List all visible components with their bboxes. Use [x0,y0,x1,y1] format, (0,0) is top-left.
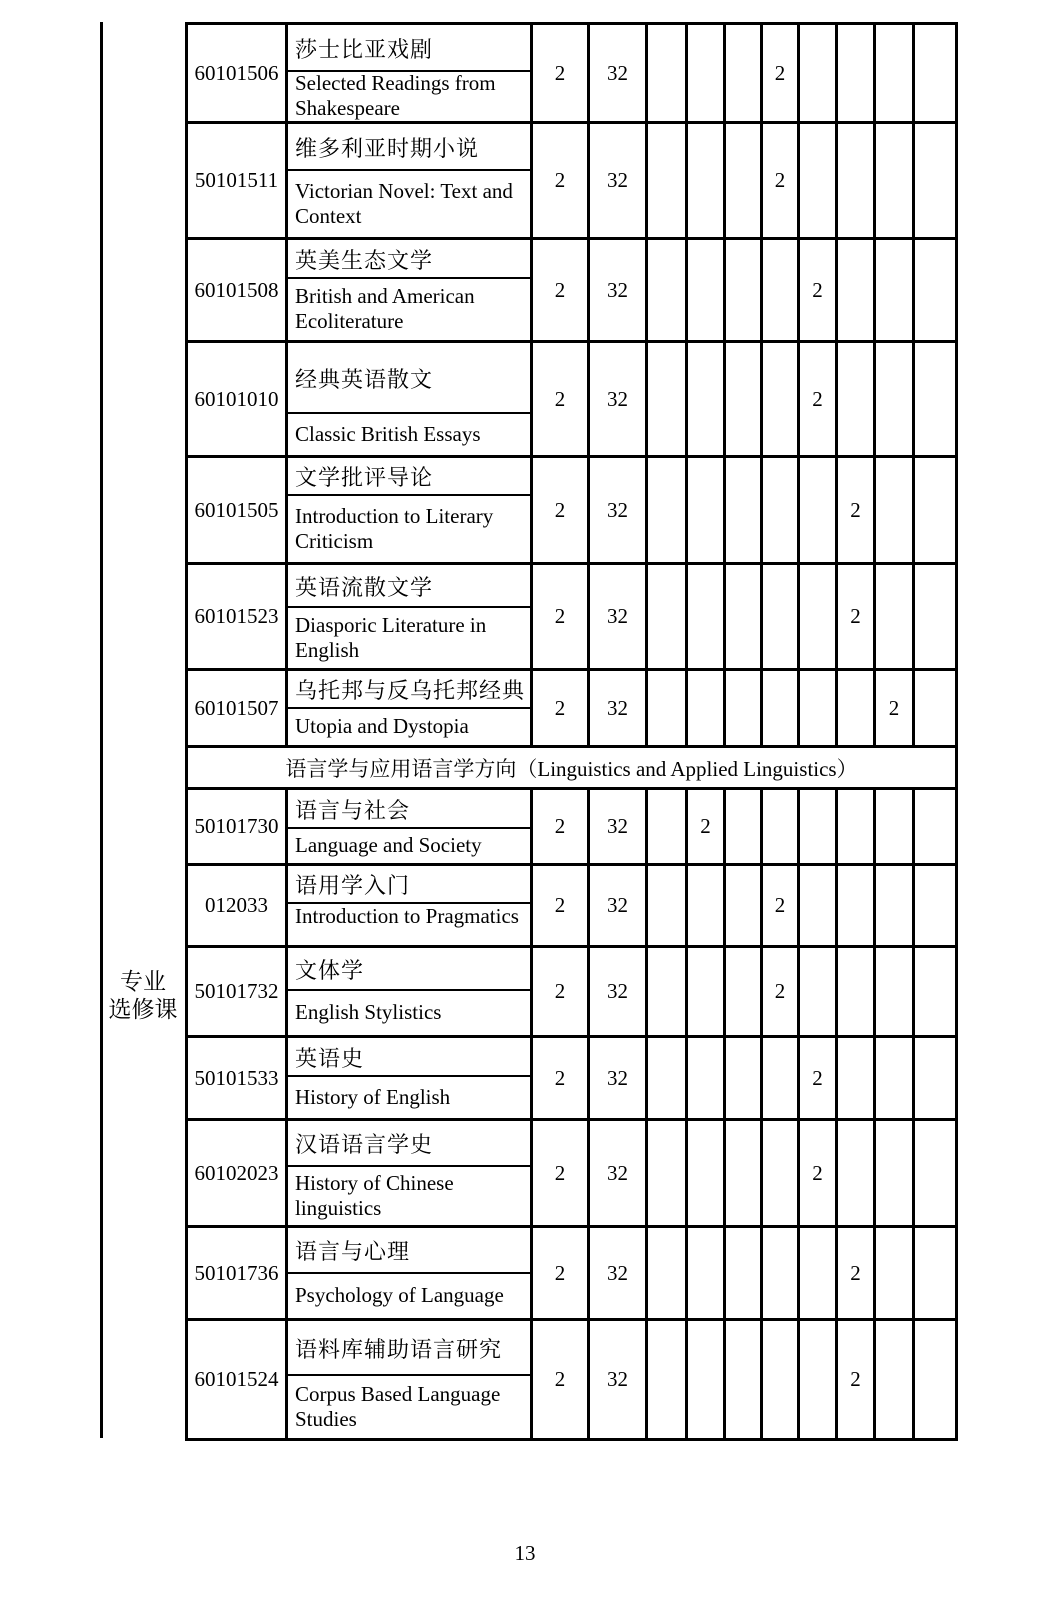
course-name-cell [287,865,532,947]
direction-header-row [187,747,957,789]
course-code-cell: 60101508 [187,239,287,342]
hours-cell: 32 [589,670,647,747]
credits-cell: 2 [532,457,589,564]
semester-6-cell: 2 [837,1320,875,1440]
semester-7-cell [875,1120,914,1227]
semester-2-cell [687,865,725,947]
course-name-english [288,72,530,120]
semester-6-cell [837,342,875,457]
semester-8-cell [914,457,957,564]
semester-6-cell: 2 [837,1227,875,1320]
semester-8-cell [914,1320,957,1440]
semester-7-cell [875,1320,914,1440]
course-name-cell [287,670,532,747]
semester-8-cell [914,670,957,747]
semester-4-cell: 2 [762,947,799,1037]
semester-3-cell [725,865,762,947]
course-name-chinese: 文学批评导论 [288,459,530,496]
course-name-english [288,904,530,944]
semester-4-cell [762,1320,799,1440]
course-name-english-text: Classic British Essays [295,421,481,446]
direction-header: 语言学与应用语言学方向（Linguistics and Applied Linguistics） [187,747,957,789]
semester-7-cell [875,1227,914,1320]
semester-7-cell [875,457,914,564]
semester-1-cell [647,24,687,123]
course-name-chinese: 语用学入门 [288,867,530,904]
course-code-cell: 60101505 [187,457,287,564]
course-code-cell: 60101524 [187,1320,287,1440]
semester-2-cell [687,1037,725,1120]
course-name-cell [287,123,532,239]
table-row [187,1320,957,1440]
course-name-english-text: English Stylistics [295,1000,442,1024]
semester-5-cell [799,789,837,865]
semester-5-cell: 2 [799,1037,837,1120]
course-name-wrap [288,1229,530,1317]
course-name-cell [287,789,532,865]
semester-8-cell [914,789,957,865]
semester-8-cell [914,1037,957,1120]
course-name-wrap [288,672,530,744]
credits-cell: 2 [532,1120,589,1227]
credits-cell: 2 [532,342,589,457]
semester-4-cell [762,342,799,457]
credits-cell: 2 [532,789,589,865]
course-code-cell: 50101730 [187,789,287,865]
hours-cell: 32 [589,1227,647,1320]
semester-6-cell [837,947,875,1037]
semester-6-cell [837,1120,875,1227]
course-category-line2: 选修课 [108,997,178,1022]
table-row [187,123,957,239]
semester-8-cell [914,24,957,123]
course-name-english [288,991,530,1034]
course-name-english-text: Diasporic Literature in English [295,612,487,662]
course-category-line1: 专业 [120,969,166,994]
semester-3-cell [725,342,762,457]
semester-1-cell [647,947,687,1037]
semester-1-cell [647,1227,687,1320]
course-name-wrap [288,791,530,862]
table-row [187,789,957,865]
course-name-english-text: History of English [295,1084,451,1109]
semester-1-cell [647,789,687,865]
course-name-wrap [288,125,530,236]
hours-cell: 32 [589,457,647,564]
hours-cell: 32 [589,564,647,670]
semester-2-cell [687,123,725,239]
semester-5-cell: 2 [799,1120,837,1227]
semester-5-cell [799,1320,837,1440]
semester-5-cell [799,123,837,239]
credits-cell: 2 [532,1320,589,1440]
credits-cell: 2 [532,24,589,123]
course-code-cell: 012033 [187,865,287,947]
semester-7-cell [875,123,914,239]
semester-5-cell [799,670,837,747]
semester-2-cell [687,947,725,1037]
semester-2-cell: 2 [687,789,725,865]
semester-2-cell [687,564,725,670]
course-name-english-text: Utopia and Dystopia [295,714,469,738]
table-row [187,457,957,564]
semester-5-cell [799,24,837,123]
semester-1-cell [647,1120,687,1227]
course-code-cell: 60102023 [187,1120,287,1227]
course-name-chinese: 汉语语言学史 [288,1122,530,1167]
course-name-english [288,1167,530,1224]
credits-cell: 2 [532,123,589,239]
course-name-english [288,608,530,667]
semester-2-cell [687,1320,725,1440]
semester-8-cell [914,564,957,670]
semester-3-cell [725,947,762,1037]
semester-8-cell [914,947,957,1037]
semester-5-cell: 2 [799,239,837,342]
semester-7-cell [875,342,914,457]
course-name-chinese: 文体学 [288,949,530,991]
semester-7-cell [875,24,914,123]
semester-7-cell [875,947,914,1037]
course-name-wrap [288,344,530,454]
semester-2-cell [687,24,725,123]
semester-5-cell [799,564,837,670]
hours-cell: 32 [589,123,647,239]
course-code-cell: 50101736 [187,1227,287,1320]
semester-7-cell: 2 [875,670,914,747]
course-name-chinese: 英语史 [288,1039,530,1077]
course-name-cell [287,947,532,1037]
course-name-cell [287,1037,532,1120]
table-row [187,239,957,342]
semester-4-cell [762,239,799,342]
semester-6-cell [837,239,875,342]
table-row [187,947,957,1037]
table-row [187,1120,957,1227]
course-name-chinese: 维多利亚时期小说 [288,125,530,171]
credits-cell: 2 [532,947,589,1037]
course-name-wrap [288,1039,530,1117]
semester-3-cell [725,1227,762,1320]
table-row [187,865,957,947]
semester-8-cell [914,1120,957,1227]
semester-3-cell [725,1037,762,1120]
semester-2-cell [687,342,725,457]
semester-3-cell [725,1320,762,1440]
page-number: 13 [514,1541,536,1565]
hours-cell: 32 [589,865,647,947]
course-name-chinese: 经典英语散文 [288,344,530,414]
semester-5-cell [799,865,837,947]
table-row [187,1037,957,1120]
semester-1-cell [647,457,687,564]
semester-1-cell [647,239,687,342]
hours-cell: 32 [589,24,647,123]
semester-6-cell: 2 [837,457,875,564]
course-name-chinese: 语言与心理 [288,1229,530,1274]
semester-8-cell [914,1227,957,1320]
semester-7-cell [875,789,914,865]
semester-4-cell: 2 [762,865,799,947]
table-row [187,564,957,670]
hours-cell: 32 [589,239,647,342]
hours-cell: 32 [589,1037,647,1120]
course-code-cell: 50101732 [187,947,287,1037]
semester-1-cell [647,1037,687,1120]
course-name-english-text: British and American Ecoliterature [295,284,475,333]
table-row [187,24,957,123]
semester-6-cell: 2 [837,564,875,670]
course-name-english [288,1376,530,1437]
course-name-english-text: Corpus Based Language Studies [295,1381,501,1431]
semester-4-cell [762,789,799,865]
semester-7-cell [875,865,914,947]
course-name-cell [287,457,532,564]
hours-cell: 32 [589,1120,647,1227]
credits-cell: 2 [532,1227,589,1320]
course-name-chinese: 语言与社会 [288,791,530,829]
table-row [187,670,957,747]
semester-4-cell [762,670,799,747]
course-name-wrap [288,949,530,1034]
semester-8-cell [914,865,957,947]
semester-7-cell [875,1037,914,1120]
course-name-english-text: Language and Society [295,833,482,857]
credits-cell: 2 [532,670,589,747]
course-name-english [288,496,530,561]
semester-2-cell [687,1120,725,1227]
course-name-cell [287,1320,532,1440]
semester-6-cell [837,24,875,123]
course-code-cell: 60101010 [187,342,287,457]
course-name-english [288,171,530,236]
course-name-chinese: 英语流散文学 [288,566,530,608]
course-name-cell [287,1227,532,1320]
semester-1-cell [647,123,687,239]
semester-5-cell [799,457,837,564]
semester-3-cell [725,1120,762,1227]
semester-6-cell [837,1037,875,1120]
semester-3-cell [725,789,762,865]
semester-7-cell [875,239,914,342]
semester-4-cell [762,1227,799,1320]
table-row [187,342,957,457]
course-name-english [288,279,530,339]
course-category-label [101,968,185,1024]
table-row [187,1227,957,1320]
course-name-wrap [288,1122,530,1224]
course-name-wrap [288,26,530,120]
course-name-english-text: Victorian Novel: Text and Context [295,178,513,228]
credits-cell: 2 [532,239,589,342]
course-name-cell [287,1120,532,1227]
credits-cell: 2 [532,1037,589,1120]
credits-cell: 2 [532,865,589,947]
semester-3-cell [725,564,762,670]
category-cell-left-border [100,22,103,1438]
semester-8-cell [914,239,957,342]
semester-2-cell [687,1227,725,1320]
semester-5-cell: 2 [799,342,837,457]
course-name-english [288,709,530,744]
semester-3-cell [725,24,762,123]
course-code-cell: 60101507 [187,670,287,747]
semester-8-cell [914,342,957,457]
course-name-english-text: History of Chinese linguistics [295,1170,454,1220]
course-name-cell [287,239,532,342]
semester-3-cell [725,457,762,564]
semester-6-cell [837,670,875,747]
course-name-english [288,1077,530,1117]
course-name-english [288,829,530,862]
semester-4-cell [762,1037,799,1120]
credits-cell: 2 [532,564,589,670]
semester-4-cell: 2 [762,123,799,239]
course-name-english-text: Selected Readings from Shakespeare [295,72,496,120]
course-name-english-text: Introduction to Literary Criticism [295,503,494,553]
course-name-wrap [288,566,530,667]
hours-cell: 32 [589,789,647,865]
course-name-english [288,414,530,454]
course-name-cell [287,342,532,457]
semester-4-cell [762,457,799,564]
semester-3-cell [725,123,762,239]
hours-cell: 32 [589,947,647,1037]
course-name-english [288,1274,530,1317]
semester-4-cell [762,1120,799,1227]
course-name-cell [287,24,532,123]
semester-3-cell [725,239,762,342]
semester-8-cell [914,123,957,239]
semester-1-cell [647,564,687,670]
course-code-cell: 50101533 [187,1037,287,1120]
semester-5-cell [799,947,837,1037]
course-name-chinese: 英美生态文学 [288,241,530,279]
semester-1-cell [647,865,687,947]
semester-1-cell [647,670,687,747]
course-code-cell: 60101506 [187,24,287,123]
semester-7-cell [875,564,914,670]
semester-5-cell [799,1227,837,1320]
course-code-cell: 60101523 [187,564,287,670]
course-name-chinese: 乌托邦与反乌托邦经典 [288,672,530,709]
course-name-english-text: Introduction to Pragmatics [295,904,519,928]
course-name-wrap [288,1322,530,1437]
course-name-cell [287,564,532,670]
semester-4-cell [762,564,799,670]
semester-4-cell: 2 [762,24,799,123]
curriculum-table [185,22,958,1441]
semester-3-cell [725,670,762,747]
course-name-chinese: 语料库辅助语言研究 [288,1322,530,1376]
semester-1-cell [647,342,687,457]
semester-1-cell [647,1320,687,1440]
semester-6-cell [837,789,875,865]
semester-6-cell [837,865,875,947]
course-name-english-text: Psychology of Language [295,1283,504,1307]
semester-2-cell [687,670,725,747]
course-name-wrap [288,867,530,944]
semester-2-cell [687,457,725,564]
hours-cell: 32 [589,342,647,457]
course-name-wrap [288,459,530,561]
hours-cell: 32 [589,1320,647,1440]
course-name-wrap [288,241,530,339]
semester-6-cell [837,123,875,239]
semester-2-cell [687,239,725,342]
course-name-chinese: 莎士比亚戏剧 [288,26,530,72]
course-code-cell: 50101511 [187,123,287,239]
